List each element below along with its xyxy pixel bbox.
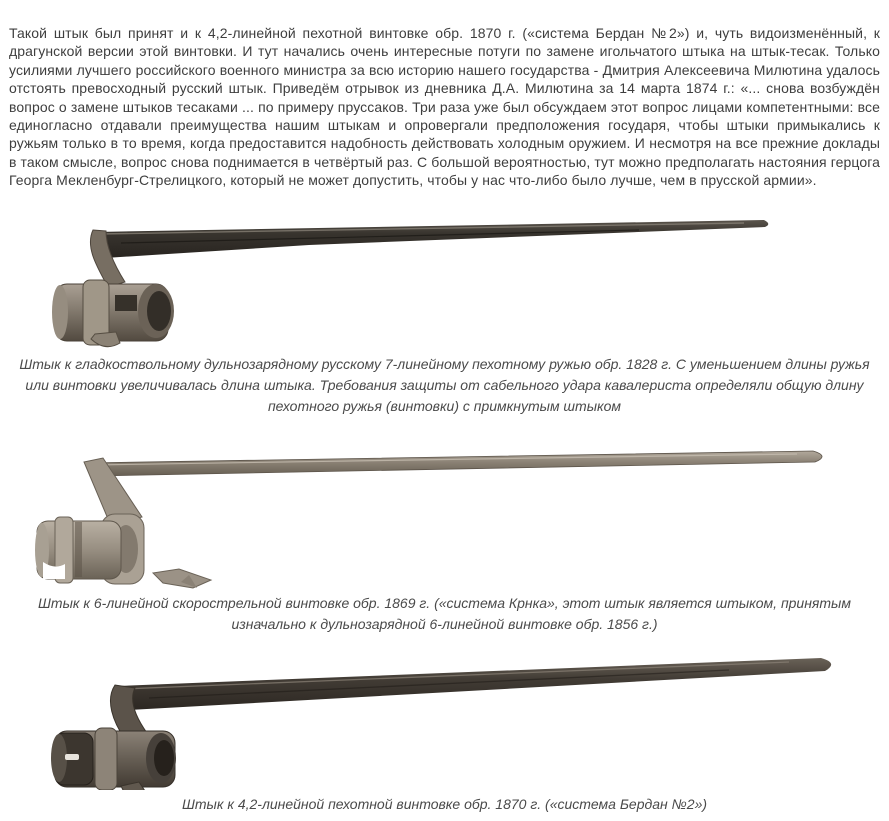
bayonet-photo-1828 (9, 197, 880, 350)
bayonet-photo-1869 (9, 430, 880, 590)
figure-caption-2: Штык к 6-линейной скорострельной винтовке обр. 1869 г. («система Крнка», этот штык является штыком, принятым изначально к дульнозарядной 6-линейной винтовке обр. 1856 г.) (38, 594, 851, 632)
figure-caption-3: Штык к 4,2-линейной пехотной винтовке обр. 1870 г. («система Бердан №2») (181, 795, 708, 812)
bayonet-figure-3 (9, 644, 880, 815)
bayonet-figure-2 (9, 430, 880, 635)
bayonet-photo-1870 (9, 644, 880, 790)
article-paragraph: Такой штык был принят и к 4,2-линейной пехотной винтовке обр. 1870 г. («система Бердан №2») и, чуть видоизменённый, к драгунской версии этой винтовки. И тут начались очень интересные потуги по замене игольчатого штыка на штык-тесак. Только усилиями лучшего российского военного министра за всю историю нашего государства - Дмитрия Алексеевича Милютина удалось отстоять превосходный русский штык. Приведём отрывок из дневника Д.А. Милютина за 14 марта 1874 г.: «... снова возбуждён вопрос о замене штыков тесаками ... по примеру пруссаков. Три раза уже был обсуждаем этот вопрос лицами компетентными: все единогласно отдавали преимущества нашим штыкам и опровергали предположения государя, чтобы штыки примыкались к ружьям только в то время, когда предоставится надобность действовать холодным оружием. И несмотря на все прежние доклады в таком смысле, вопрос снова поднимается в четвёртый раз. С большой вероятностью, тут можно предполагать настояния герцога Георга Мекленбург-Стрелицкого, который не может допустить, чтобы у нас что-либо было лучше, чем в прусской армии». (9, 25, 880, 189)
bayonet-figure-1 (9, 197, 880, 417)
figure-caption-1: Штык к гладкоствольному дульнозарядному русскому 7-линейному пехотному ружью обр. 1828 г. С уменьшением длины ружья или винтовки увеличивалась длина штыка. Требования защиты от сабельного удара кавалериста определяли общую длину пехотного ружья (винтовки) с примкнутым штыком (19, 355, 870, 414)
